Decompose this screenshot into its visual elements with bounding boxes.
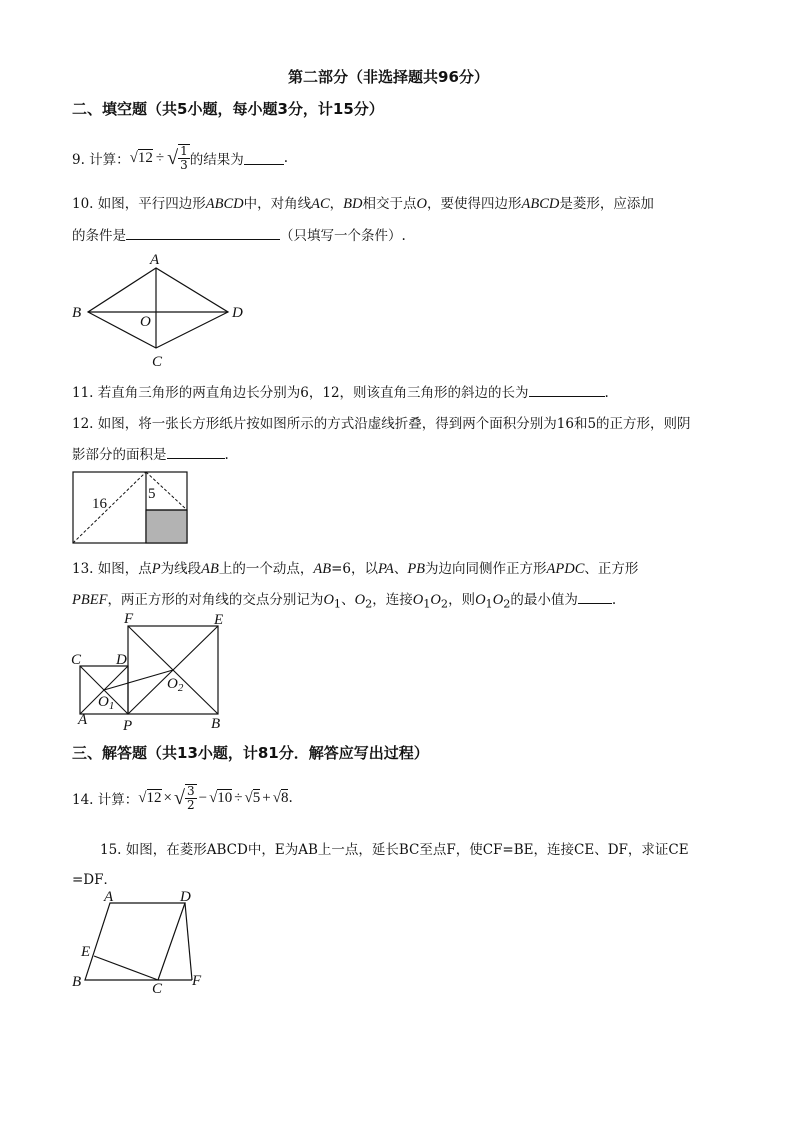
label-16: 16 <box>92 496 107 512</box>
label-D: D <box>180 889 191 905</box>
q9-number: 9. 计算： <box>72 152 130 168</box>
label-O1: $O_1$ <box>98 694 115 712</box>
sqrt-symbol-icon: √ <box>272 789 281 806</box>
part-title: 第二部分（非选择题共96分） <box>288 68 489 86</box>
label-5: 5 <box>148 486 156 502</box>
label-B: B <box>72 974 82 990</box>
label-D: D <box>232 305 243 321</box>
label-F: F <box>192 973 202 989</box>
sqrt-symbol-icon: √ <box>244 789 253 806</box>
q10-answer-blank[interactable] <box>126 226 280 241</box>
question-9 <box>72 140 288 176</box>
q12-fold-figure <box>72 470 192 546</box>
label-F: F <box>124 611 134 627</box>
question-14: 14. 计算： √ 12 × √ $\frac{3}{2}$ − √ 10 ÷ √ 5 + √ 8 . <box>72 784 293 812</box>
label-D: D <box>116 652 127 668</box>
q9-answer-blank[interactable] <box>244 151 284 166</box>
label-B: B <box>211 716 221 732</box>
question-11: 11. 若直角三角形的两直角边长分别为6，12，则该直角三角形的斜边的长为 . <box>72 381 609 401</box>
sqrt-symbol-icon: √ <box>209 789 218 806</box>
sqrt-symbol-icon: √ <box>173 786 185 809</box>
q11-answer-blank[interactable] <box>529 383 605 398</box>
question-13-line-1: 13. 如图，点P为线段AB上的一个动点，AB=6，以PA、PB为边向同侧作正方形APDC、正方形 <box>72 561 639 577</box>
section-heading-solve: 三、解答题（共13小题，计81分．解答应写出过程） <box>72 744 429 762</box>
label-E: E <box>214 612 224 628</box>
question-15-line-2: =DF． <box>72 872 118 888</box>
label-A: A <box>104 889 114 905</box>
label-C: C <box>71 652 82 668</box>
question-12-line-2: 影部分的面积是 . <box>72 443 229 463</box>
sqrt-symbol-icon: √ <box>138 789 147 806</box>
section-heading-fill-blank: 二、填空题（共5小题，每小题3分，计15分） <box>72 100 384 118</box>
sqrt-symbol-icon: √ <box>167 146 179 169</box>
q9-end: . <box>283 150 289 166</box>
label-O: O <box>140 314 151 330</box>
label-P: P <box>123 718 133 734</box>
question-13-line-2: PBEF，两正方形的对角线的交点分别记为$O_1$、$O_2$，连接$O_1O_2$，则$O_1O_2$的最小值为 . <box>72 588 616 611</box>
q9-tail: 的结果为 <box>189 152 244 168</box>
q9-radicand: 12 <box>137 150 153 166</box>
q15-rhombus-figure <box>70 889 220 997</box>
q12-answer-blank[interactable] <box>167 445 225 460</box>
q13-squares-figure <box>70 610 230 734</box>
question-10-line-1: 10. 如图，平行四边形ABCD中，对角线AC，BD相交于点O，要使得四边形ABCD是菱形，应添加 <box>72 196 654 212</box>
label-C: C <box>152 354 163 370</box>
q9-fraction: $\frac{1}{3}$ <box>180 144 188 172</box>
q13-answer-blank[interactable] <box>578 590 612 605</box>
label-A: A <box>78 712 88 728</box>
question-10-line-2: 的条件是 （只填写一个条件）. <box>72 224 406 244</box>
question-12-line-1: 12. 如图，将一张长方形纸片按如图所示的方式沿虚线折叠，得到两个面积分别为16和5的正方形，则阴 <box>72 416 691 432</box>
q9-div-sign: ÷ <box>155 149 165 166</box>
q10-rhombus-figure <box>70 250 260 370</box>
label-C: C <box>152 981 163 997</box>
label-O2: $O_2$ <box>167 676 184 694</box>
question-15-line-1: 15. 如图，在菱形ABCD中，E为AB上一点，延长BC至点F，使CF=BE，连接CE、DF，求证CE <box>100 842 689 858</box>
label-E: E <box>81 944 91 960</box>
label-A: A <box>150 252 160 268</box>
sqrt-symbol-icon: √ <box>129 149 138 166</box>
q14-fraction: $\frac{3}{2}$ <box>186 784 195 812</box>
label-B: B <box>72 305 82 321</box>
